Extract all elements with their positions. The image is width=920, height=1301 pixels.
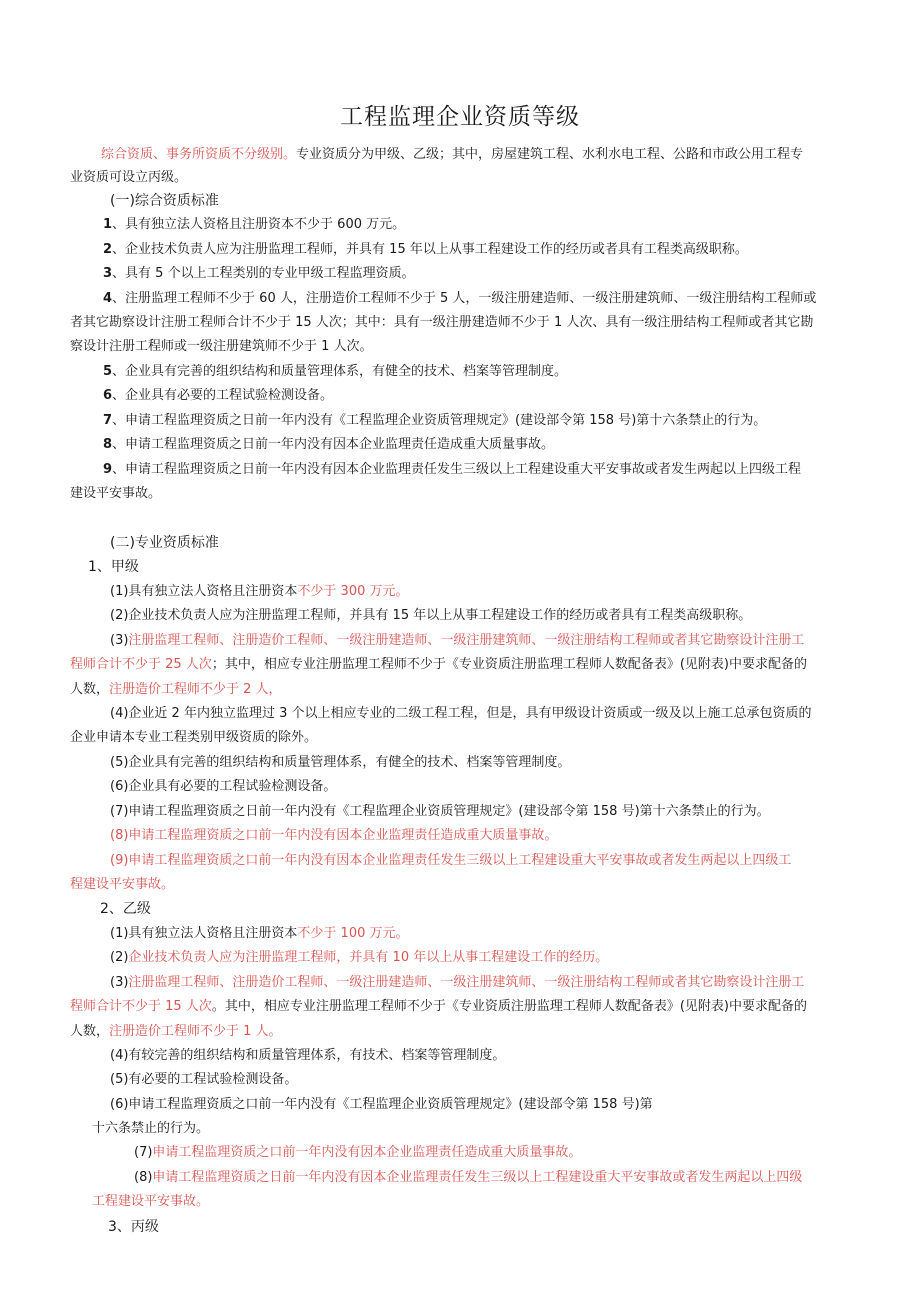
grade-b-item-8: (8)申请工程监理资质之日前一年内没有因本企业监理责任发生三级以上工程建设重大平安事故或者发生两起以上四级	[134, 1170, 803, 1185]
grade-b-item-3-line2: 程师合计不少于 15 人次。其中，相应专业注册监理工程师不少于《专业资质注册监理工程师人数配备表》(见附表)中要求配备的	[70, 999, 807, 1014]
grade-b-item-3: (3)注册监理工程师、注册造价工程师、一级注册建造师、一级注册建筑师、一级注册结构工程师或者其它勘察设计注册工	[110, 975, 805, 990]
grade-b-item-2: (2)企业技术负责人应为注册监理工程师，并具有 10 年以上从事工程建设工作的经历。	[110, 950, 609, 965]
grade-b-heading: 2、乙级	[100, 901, 151, 917]
grade-a-item-9: (9)申请工程监理资质之口前一年内没有因本企业监理责任发生三级以上工程建设重大平安事故或者发生两起以上四级工	[110, 853, 792, 868]
section1-item-6: 6、企业具有必要的工程试验检测设备。	[103, 388, 334, 403]
section1-item-7: 7、申请工程监理资质之日前一年内没有《工程监理企业资质管理规定》(建设部令第 158 号)第十六条禁止的行为。	[103, 413, 767, 428]
grade-a-item-7: (7)申请工程监理资质之日前一年内没有《工程监理企业资质管理规定》(建设部令第 158 号)第十六条禁止的行为。	[110, 804, 770, 819]
intro-line-1	[101, 145, 803, 165]
grade-a-item-3: (3)注册监理工程师、注册造价工程师、一级注册建造师、一级注册建筑师、一级注册结构工程师或者其它勘察设计注册工	[110, 633, 805, 648]
section1-item-4-line2: 者其它勘察设计注册工程师合计不少于 15 人次；其中：具有一级注册建造师不少于 1 人次、具有一级注册结构工程师或者其它勘	[70, 315, 814, 330]
section1-item-4: 4、注册监理工程师不少于 60 人，注册造价工程师不少于 5 人，一级注册建造师、一级注册建筑师、一级注册结构工程师或	[103, 291, 817, 306]
grade-b-item-5: (5)有必要的工程试验检测设备。	[110, 1072, 298, 1087]
grade-a-item-3-line2: 程师合计不少于 25 人次；其中，相应专业注册监理工程师不少于《专业资质注册监理工程师人数配备表》(见附表)中要求配备的	[70, 657, 807, 672]
section1-item-8: 8、申请工程监理资质之日前一年内没有因本企业监理责任造成重大质量事故。	[103, 437, 555, 452]
section1-item-9-line2: 建设平安事故。	[70, 486, 162, 501]
grade-b-item-8-line2: 工程建设平安事故。	[92, 1194, 210, 1209]
section1-item-1: 1、具有独立法人资格且注册资本不少于 600 万元。	[103, 217, 406, 232]
grade-b-item-6: (6)申请工程监理资质之口前一年内没有《工程监理企业资质管理规定》(建设部令第 158 号)第	[110, 1097, 653, 1112]
grade-a-item-8: (8)申请工程监理资质之口前一年内没有因本企业监理责任造成重大质量事故。	[110, 828, 558, 843]
grade-a-item-1: (1)具有独立法人资格且注册资本不少于 300 万元。	[110, 584, 409, 599]
section2-heading: (二)专业资质标准	[110, 535, 219, 551]
grade-a-heading: 1、甲级	[88, 559, 139, 575]
section1-item-4-line3: 察设计注册工程师或一级注册建筑师不少于 1 人次。	[70, 339, 373, 354]
section1-heading: (一)综合资质标准	[110, 193, 219, 209]
section1-item-9: 9、申请工程监理资质之日前一年内没有因本企业监理责任发生三级以上工程建设重大平安事故或者发生两起以上四级工程	[103, 462, 802, 477]
section1-item-5: 5、企业具有完善的组织结构和质量管理体系，有健全的技术、档案等管理制度。	[103, 364, 568, 379]
grade-a-item-4: (4)企业近 2 年内独立监理过 3 个以上相应专业的二级工程工程，但是，具有甲级设计资质或一级及以上施工总承包资质的	[110, 706, 812, 721]
grade-a-item-2: (2)企业技术负责人应为注册监理工程师，并具有 15 年以上从事工程建设工作的经历或者具有工程类高级职称。	[110, 608, 752, 623]
grade-a-item-5: (5)企业具有完善的组织结构和质量管理体系，有健全的技术、档案等管理制度。	[110, 755, 571, 770]
grade-a-item-3-line3: 人数，注册造价工程师不少于 2 人，	[70, 682, 282, 697]
grade-b-item-7: (7)申请工程监理资质之口前一年内没有因本企业监理责任造成重大质量事故。	[134, 1145, 582, 1160]
grade-b-item-4: (4)有较完善的组织结构和质量管理体系，有技术、档案等管理制度。	[110, 1048, 506, 1063]
grade-a-item-9-line2: 程建设平安事故。	[70, 877, 175, 892]
section1-item-2: 2、企业技术负责人应为注册监理工程师，并具有 15 年以上从事工程建设工作的经历或者具有工程类高级职称。	[103, 242, 748, 257]
intro-line-2: 业资质可设立丙级。	[70, 170, 188, 185]
grade-b-item-3-line3: 人数，注册造价工程师不少于 1 人。	[70, 1024, 282, 1039]
intro-text: 专业资质分为甲级、乙级；其中，房屋建筑工程、水利水电工程、公路和市政公用工程专	[296, 147, 804, 162]
grade-c-heading: 3、丙级	[108, 1219, 159, 1235]
intro-red-text: 综合资质、事务所资质不分级别。	[101, 147, 297, 162]
document-title: 工程监理企业资质等级	[340, 104, 580, 130]
grade-b-item-1: (1)具有独立法人资格且注册资本不少于 100 万元。	[110, 926, 409, 941]
grade-a-item-6: (6)企业具有必要的工程试验检测设备。	[110, 779, 337, 794]
grade-b-item-6-line2: 十六条禁止的行为。	[92, 1121, 210, 1136]
grade-a-item-4-line2: 企业申请本专业工程类别甲级资质的除外。	[70, 730, 318, 745]
section1-item-3: 3、具有 5 个以上工程类别的专业甲级工程监理资质。	[103, 266, 415, 281]
